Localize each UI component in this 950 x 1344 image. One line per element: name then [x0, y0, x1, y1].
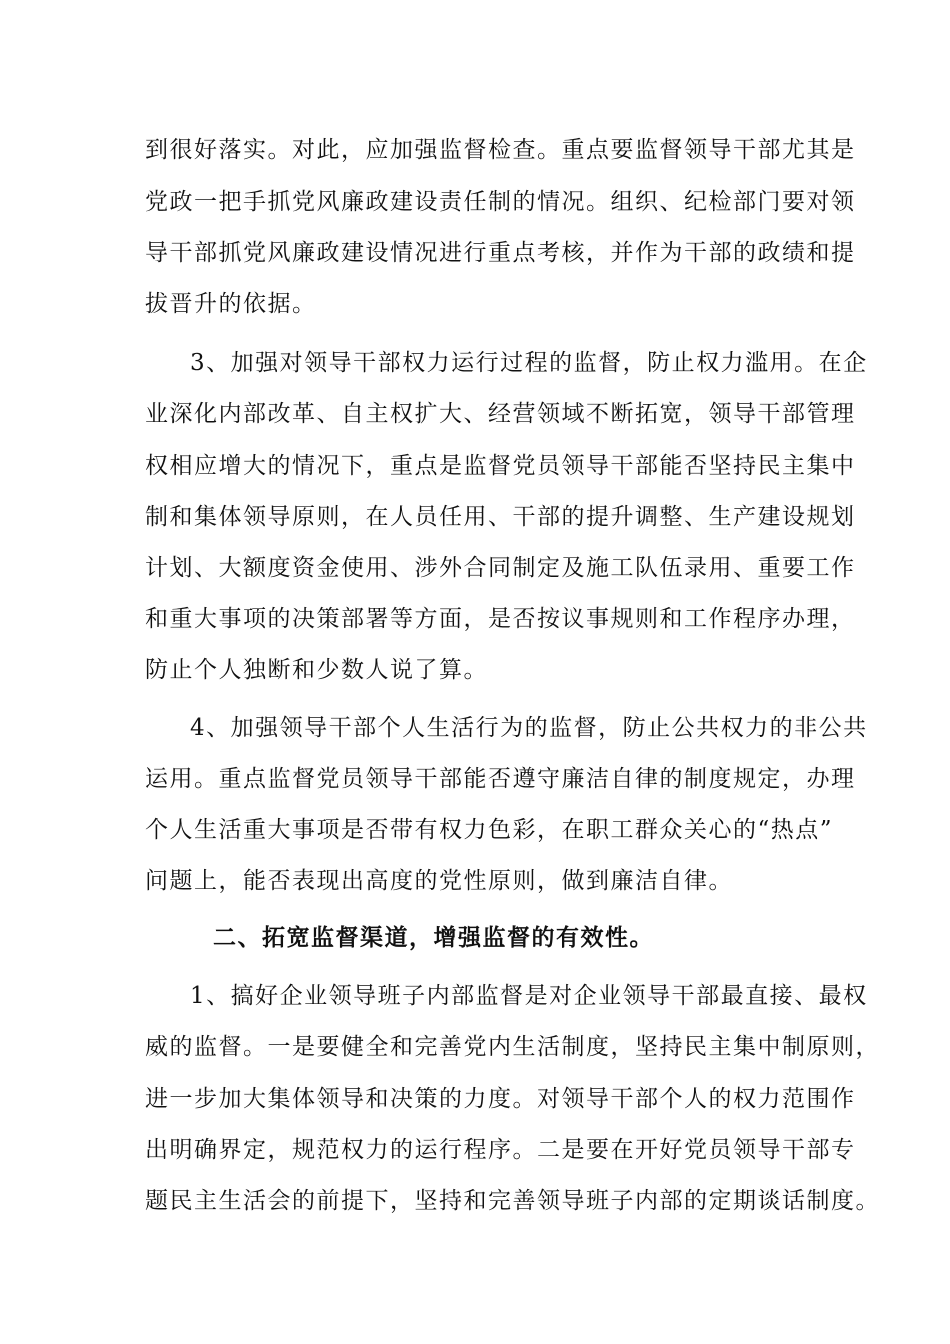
- body-text-line: 出明确界定，规范权力的运行程序。二是要在开好党员领导干部专: [145, 1137, 856, 1163]
- body-text-line: 党政一把手抓党风廉政建设责任制的情况。组织、纪检部门要对领: [145, 189, 856, 215]
- body-text-line: 个人生活重大事项是否带有权力色彩，在职工群众关心的“热点”: [145, 817, 834, 843]
- body-text-line: 计划、大额度资金使用、涉外合同制定及施工队伍录用、重要工作: [145, 555, 856, 581]
- section-heading: 二、拓宽监督渠道，增强监督的有效性。: [213, 924, 654, 951]
- body-text-line: 权相应增大的情况下，重点是监督党员领导干部能否坚持民主集中: [145, 453, 856, 479]
- body-text-line: 拔晋升的依据。: [145, 291, 317, 317]
- body-text-line: 到很好落实。对此，应加强监督检查。重点要监督领导干部尤其是: [145, 137, 856, 163]
- body-text-line: 导干部抓党风廉政建设情况进行重点考核，并作为干部的政绩和提: [145, 240, 856, 266]
- body-text-line: 业深化内部改革、自主权扩大、经营领域不断拓宽，领导干部管理: [145, 401, 856, 427]
- paragraph-4-start: 4、加强领导干部个人生活行为的监督，防止公共权力的非公共: [190, 715, 868, 741]
- body-text-line: 威的监督。一是要健全和完善党内生活制度，坚持民主集中制原则，: [145, 1034, 880, 1060]
- body-text-line: 和重大事项的决策部署等方面，是否按议事规则和工作程序办理，: [145, 606, 856, 632]
- body-text-line: 题民主生活会的前提下，坚持和完善领导班子内部的定期谈话制度。: [145, 1188, 880, 1214]
- body-text-line: 运用。重点监督党员领导干部能否遵守廉洁自律的制度规定，办理: [145, 766, 856, 792]
- body-text-line: 制和集体领导原则，在人员任用、干部的提升调整、生产建设规划: [145, 504, 856, 530]
- paragraph-1-start: 1、搞好企业领导班子内部监督是对企业领导干部最直接、最权: [190, 983, 868, 1009]
- body-text-line: 防止个人独断和少数人说了算。: [145, 657, 488, 683]
- paragraph-3-start: 3、加强对领导干部权力运行过程的监督，防止权力滥用。在企: [190, 350, 868, 376]
- body-text-line: 问题上，能否表现出高度的党性原则，做到廉洁自律。: [145, 868, 733, 894]
- body-text-line: 进一步加大集体领导和决策的力度。对领导干部个人的权力范围作: [145, 1086, 856, 1112]
